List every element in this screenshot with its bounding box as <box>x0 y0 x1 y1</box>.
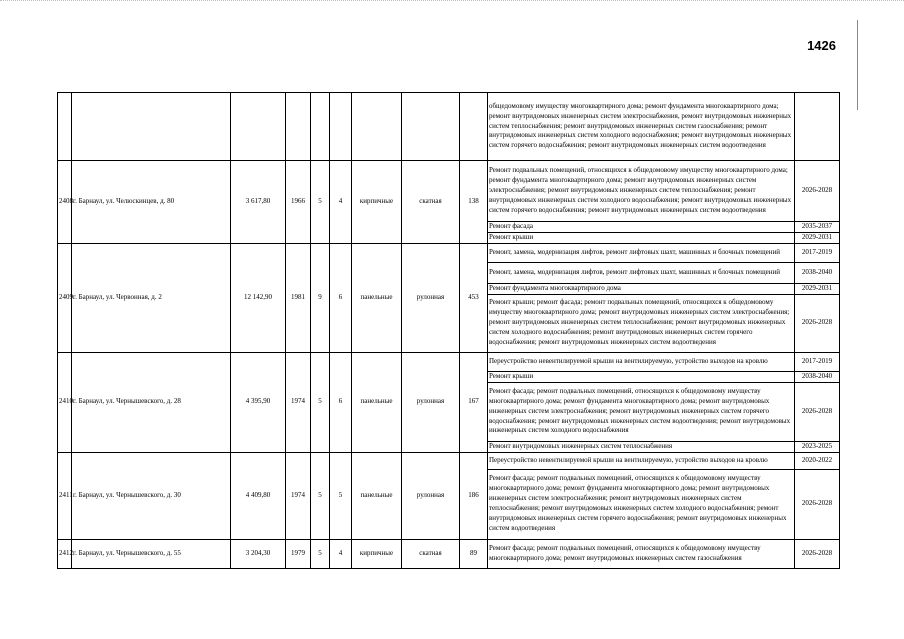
wall-material-cell: панельные <box>352 452 402 539</box>
works-cell: Ремонт крыши <box>488 232 795 243</box>
address-cell: г. Барнаул, ул. Чернышевского, д. 30 <box>72 452 231 539</box>
address-cell: г. Барнаул, ул. Червонная, д. 2 <box>72 243 231 352</box>
house-number-cell: 2409 <box>58 243 72 352</box>
entrances-cell: 4 <box>330 539 352 568</box>
address-cell: г. Барнаул, ул. Чернышевского, д. 28 <box>72 352 231 452</box>
house-number-cell: 2408 <box>58 161 72 244</box>
count-cell: 138 <box>460 161 488 244</box>
area-cell: 3 204,30 <box>231 539 286 568</box>
works-cell: Ремонт внутридомовых инженерных систем теплоснабжения <box>488 441 795 452</box>
entrances-cell <box>330 93 352 161</box>
house-number-cell: 2410 <box>58 352 72 452</box>
wall-material-cell: кирпичные <box>352 539 402 568</box>
table-row <box>58 243 840 262</box>
address-cell: г. Барнаул, ул. Челюскинцев, д. 80 <box>72 161 231 244</box>
entrances-cell: 5 <box>330 452 352 539</box>
address-cell <box>72 93 231 161</box>
count-cell: 89 <box>460 539 488 568</box>
area-cell: 4 395,90 <box>231 352 286 452</box>
floors-cell: 9 <box>311 243 330 352</box>
period-cell: 2026-2028 <box>795 294 840 352</box>
count-cell: 167 <box>460 352 488 452</box>
scan-edge-artifact <box>0 0 904 11</box>
housing-register-table <box>57 92 840 569</box>
count-cell <box>460 93 488 161</box>
roof-type-cell: скатная <box>402 539 460 568</box>
table-row <box>58 352 840 371</box>
wall-material-cell: панельные <box>352 243 402 352</box>
wall-material-cell <box>352 93 402 161</box>
period-cell: 2029-2031 <box>795 232 840 243</box>
period-cell: 2038-2040 <box>795 371 840 382</box>
period-cell: 2017-2019 <box>795 352 840 371</box>
count-cell: 453 <box>460 243 488 352</box>
register-body <box>58 93 840 569</box>
works-cell: Ремонт фундамента многоквартирного дома <box>488 283 795 294</box>
table-row <box>58 93 840 161</box>
works-cell: Ремонт, замена, модернизация лифтов, ремонт лифтовых шахт, машинных и блочных помещений <box>488 243 795 262</box>
entrances-cell: 6 <box>330 352 352 452</box>
address-cell: г. Барнаул, ул. Чернышевского, д. 55 <box>72 539 231 568</box>
works-cell: Ремонт, замена, модернизация лифтов, ремонт лифтовых шахт, машинных и блочных помещений <box>488 262 795 283</box>
year-cell <box>286 93 311 161</box>
period-cell: 2026-2028 <box>795 382 840 441</box>
house-number-cell: 2411 <box>58 452 72 539</box>
floors-cell: 5 <box>311 161 330 244</box>
works-cell: Ремонт фасада; ремонт подвальных помещений, относящихся к общедомовому имуществу многоквартирного дома; ремонт фундамента многоквартирного дома; ремонт внутридомовых инженерных систем электроснабжения; ремонт внутридомовых инженерных систем горячего водоснабжения; ремонт внутридомовых инженерных систем водоотведения; ремонт внутридомовых инженерных систем холодного водоснабжения <box>488 382 795 441</box>
table-row <box>58 452 840 469</box>
period-cell: 2017-2019 <box>795 243 840 262</box>
period-cell: 2026-2028 <box>795 469 840 539</box>
wall-material-cell: кирпичные <box>352 161 402 244</box>
table-row <box>58 161 840 222</box>
works-cell: Ремонт крыши; ремонт фасада; ремонт подвальных помещений, относящихся к общедомовому имуществу многоквартирного дома; ремонт внутридомовых инженерных систем электроснабжения; ремонт внутридомовых инженерных систем теплоснабжения; ремонт внутридомовых инженерных систем холодного водоснабжения; ремонт внутридомовых инженерных систем горячего водоснабжения; ремонт внутридомовых инженерных систем водоотведения <box>488 294 795 352</box>
works-cell: общедомовому имуществу многоквартирного дома; ремонт фундамента многоквартирного дома; ремонт внутридомовых инженерных систем электроснабжения, ремонт внутридомовых инженерных систем теплоснабжения; ремонт внутридомовых инженерных систем газоснабжения; ремонт внутридомовых инженерных систем холодного водоснабжения; ремонт внутридомовых инженерных систем горячего водоснабжения; ремонт внутридомовых инженерных систем водоотведения <box>488 93 795 161</box>
floors-cell: 5 <box>311 452 330 539</box>
works-cell: Ремонт крыши <box>488 371 795 382</box>
works-cell: Переустройство невентилируемой крыши на вентилируемую, устройство выходов на кровлю <box>488 352 795 371</box>
year-cell: 1974 <box>286 452 311 539</box>
period-cell: 2029-2031 <box>795 283 840 294</box>
period-cell: 2023-2025 <box>795 441 840 452</box>
floors-cell: 5 <box>311 539 330 568</box>
area-cell: 4 409,80 <box>231 452 286 539</box>
works-cell: Ремонт фасада; ремонт подвальных помещений, относящихся к общедомовому имуществу многоквартирного дома; ремонт внутридомовых инженерных систем газоснабжения <box>488 539 795 568</box>
table-row <box>58 539 840 568</box>
area-cell: 3 617,80 <box>231 161 286 244</box>
works-cell: Переустройство невентилируемой крыши на вентилируемую, устройство выходов на кровлю <box>488 452 795 469</box>
area-cell: 12 142,90 <box>231 243 286 352</box>
entrances-cell: 6 <box>330 243 352 352</box>
works-cell: Ремонт подвальных помещений, относящихся к общедомовому имуществу многоквартирного дома; ремонт фундамента многоквартирного дома; ремонт внутридомовых инженерных систем электроснабжения; ремонт внутридомовых инженерных систем теплоснабжения; ремонт внутридомовых инженерных систем холодного водоснабжения; ремонт внутридомовых инженерных систем горячего водоснабжения; ремонт внутридомовых инженерных систем водоотведения <box>488 161 795 222</box>
period-cell: 2026-2028 <box>795 539 840 568</box>
period-cell: 2038-2040 <box>795 262 840 283</box>
roof-type-cell: рулонная <box>402 452 460 539</box>
num-cell <box>58 93 72 161</box>
page-number: 1426 <box>807 38 836 53</box>
roof-type-cell: рулонная <box>402 352 460 452</box>
area-cell <box>231 93 286 161</box>
roof-type-cell: рулонная <box>402 243 460 352</box>
floors-cell <box>311 93 330 161</box>
period-cell: 2020-2022 <box>795 452 840 469</box>
floors-cell: 5 <box>311 352 330 452</box>
roof-type-cell <box>402 93 460 161</box>
count-cell: 186 <box>460 452 488 539</box>
works-cell: Ремонт фасада; ремонт подвальных помещений, относящихся к общедомовому имуществу многоквартирного дома; ремонт фундамента многоквартирного дома; ремонт внутридомовых инженерных систем электроснабжения; ремонт внутридомовых инженерных систем теплоснабжения; ремонт внутридомовых инженерных систем холодного водоснабжения; ремонт внутридомовых инженерных систем горячего водоснабжения; ремонт внутридомовых инженерных систем водоотведения <box>488 469 795 539</box>
wall-material-cell: панельные <box>352 352 402 452</box>
scan-edge-line <box>857 20 858 110</box>
year-cell: 1981 <box>286 243 311 352</box>
roof-type-cell: скатная <box>402 161 460 244</box>
period-cell <box>795 93 840 161</box>
period-cell: 2026-2028 <box>795 161 840 222</box>
entrances-cell: 4 <box>330 161 352 244</box>
year-cell: 1979 <box>286 539 311 568</box>
works-cell: Ремонт фасада <box>488 222 795 233</box>
period-cell: 2035-2037 <box>795 222 840 233</box>
house-number-cell: 2412 <box>58 539 72 568</box>
year-cell: 1966 <box>286 161 311 244</box>
year-cell: 1974 <box>286 352 311 452</box>
